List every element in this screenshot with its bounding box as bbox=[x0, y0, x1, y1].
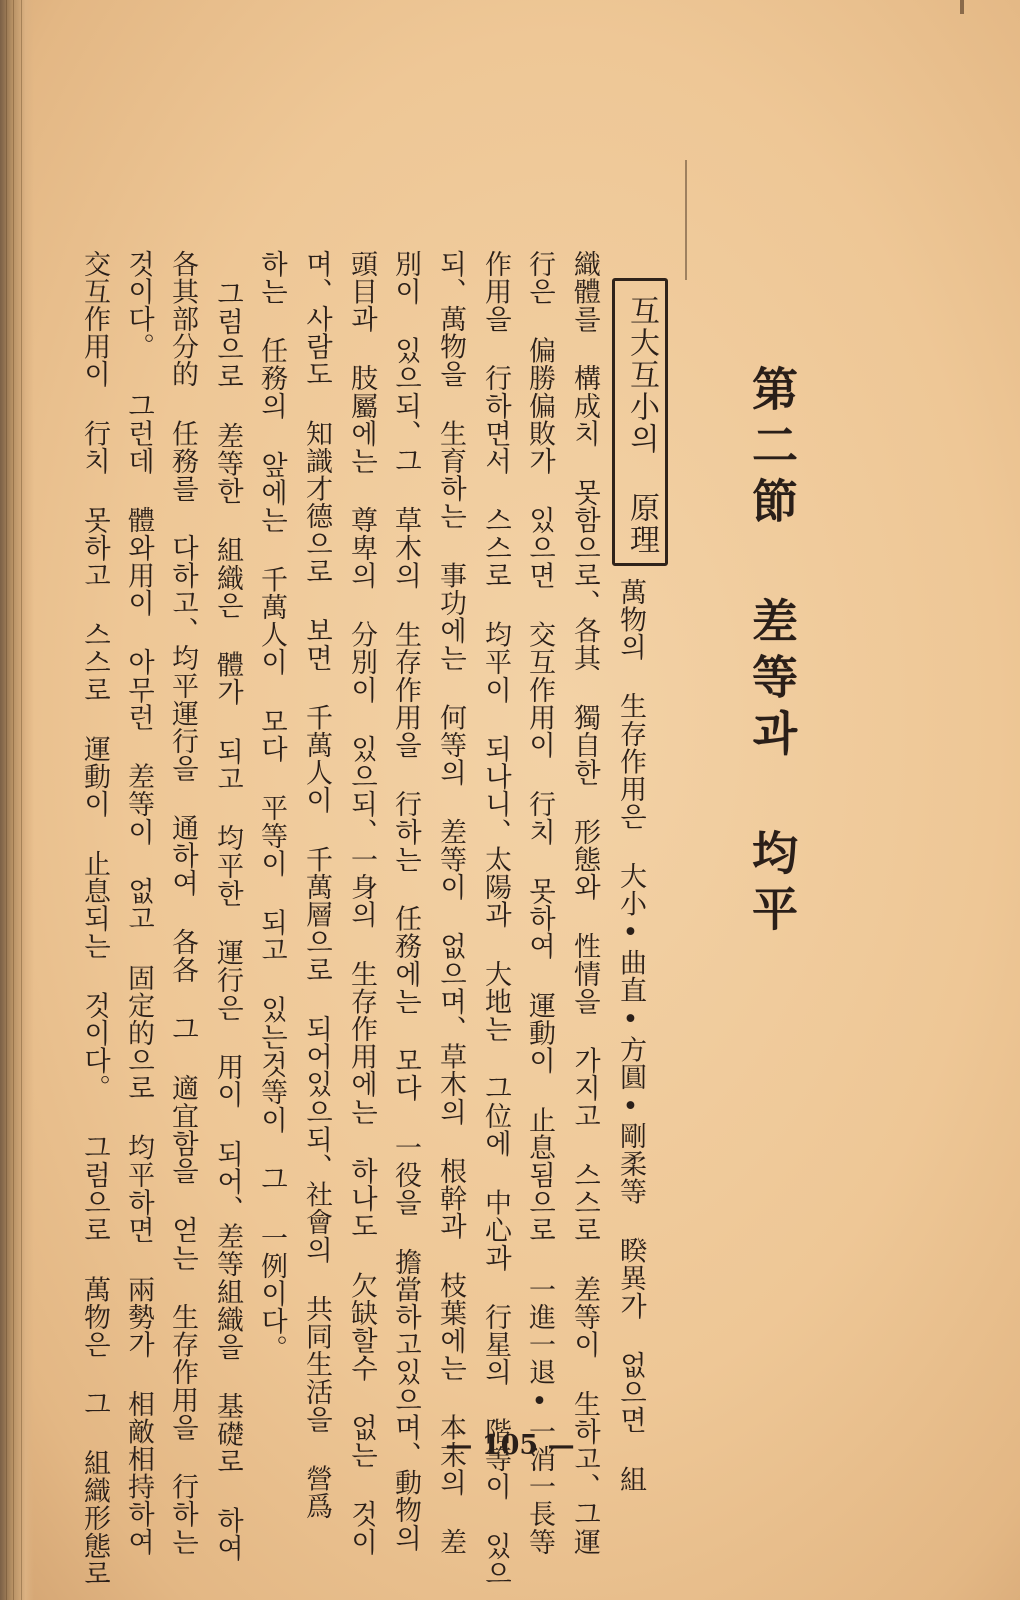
text-column-3: 行은 偏勝偏敗가 있으면 交互作用이 行치 못하여 運動이 止息됨으로 一進一退•一消一長等 bbox=[524, 250, 555, 1556]
text-column-2: 織體를 構成치 못함으로、各其 獨自한 形態와 性情을 가지고 스스로 差等이 生하고、그運 bbox=[569, 250, 600, 1556]
text-column-7: 頭目과 肢屬에는 尊卑의 分別이 있으되、一身의 生存作用에는 하나도 欠缺할수 없는 것이 bbox=[346, 250, 377, 1556]
page-edge-line bbox=[13, 0, 14, 1600]
text-column-8: 며、사람도 知識才德으로 보면 千萬人이 千萬層으로 되어있으되、社會의 共同生活을 營爲 bbox=[301, 250, 332, 1520]
text-column-5: 되、萬物을 生育하는 事功에는 何等의 差等이 없으며、草木의 根幹과 枝葉에는 本末의 差 bbox=[435, 250, 466, 1556]
subheading: 互大互小의 原理 bbox=[624, 295, 659, 556]
corner-mark bbox=[960, 0, 964, 14]
text-column-12: 것이다。 그런데 體와用이 아무런 差等이 없고 固定的으로 均平하면 兩勢가 相敵相持하여 bbox=[123, 250, 154, 1556]
subheading-box bbox=[612, 278, 668, 566]
text-column-11: 各其部分的 任務를 다하고、均平運行을 通하여 各各 그 適宜함을 얻는 生存作用을 行하는 bbox=[167, 250, 198, 1556]
text-column-9: 하는 任務의 앞에는 千萬人이 모다 平等이 되고 있는것等이 그 一例이다。 bbox=[256, 250, 287, 1363]
text-column-13: 交互作用이 行치 못하고 스스로 運動이 止息되는 것이다。 그럼으로 萬物은 그 組織形態로 bbox=[79, 250, 110, 1588]
text-column-10: 그럼으로 差等한 組織은 體가 되고 均平한 運行은 用이 되어、差等組織을 基礎로 하여 bbox=[212, 280, 243, 1562]
page-edge-line bbox=[21, 0, 22, 1600]
page-edge-line bbox=[6, 0, 7, 1600]
margin-pencil-line bbox=[685, 160, 687, 280]
text-column-6: 別이 있으되、그 草木의 生存作用을 行하는 任務에는 모다 一役을 擔當하고있으며、動物의 bbox=[390, 250, 421, 1552]
page-number: — 105 — bbox=[445, 1430, 575, 1461]
section-title: 第二節 差等과 均平 bbox=[745, 365, 799, 941]
text-column-4: 作用을 行하면서 스스로 均平이 되나니、太陽과 大地는 그位에 中心과 行星의 階等이 있으 bbox=[480, 250, 511, 1588]
text-column-1: 萬物의 生存作用은 大小•曲直•方圓•剛柔等 睽異가 없으면 組 bbox=[615, 578, 646, 1494]
